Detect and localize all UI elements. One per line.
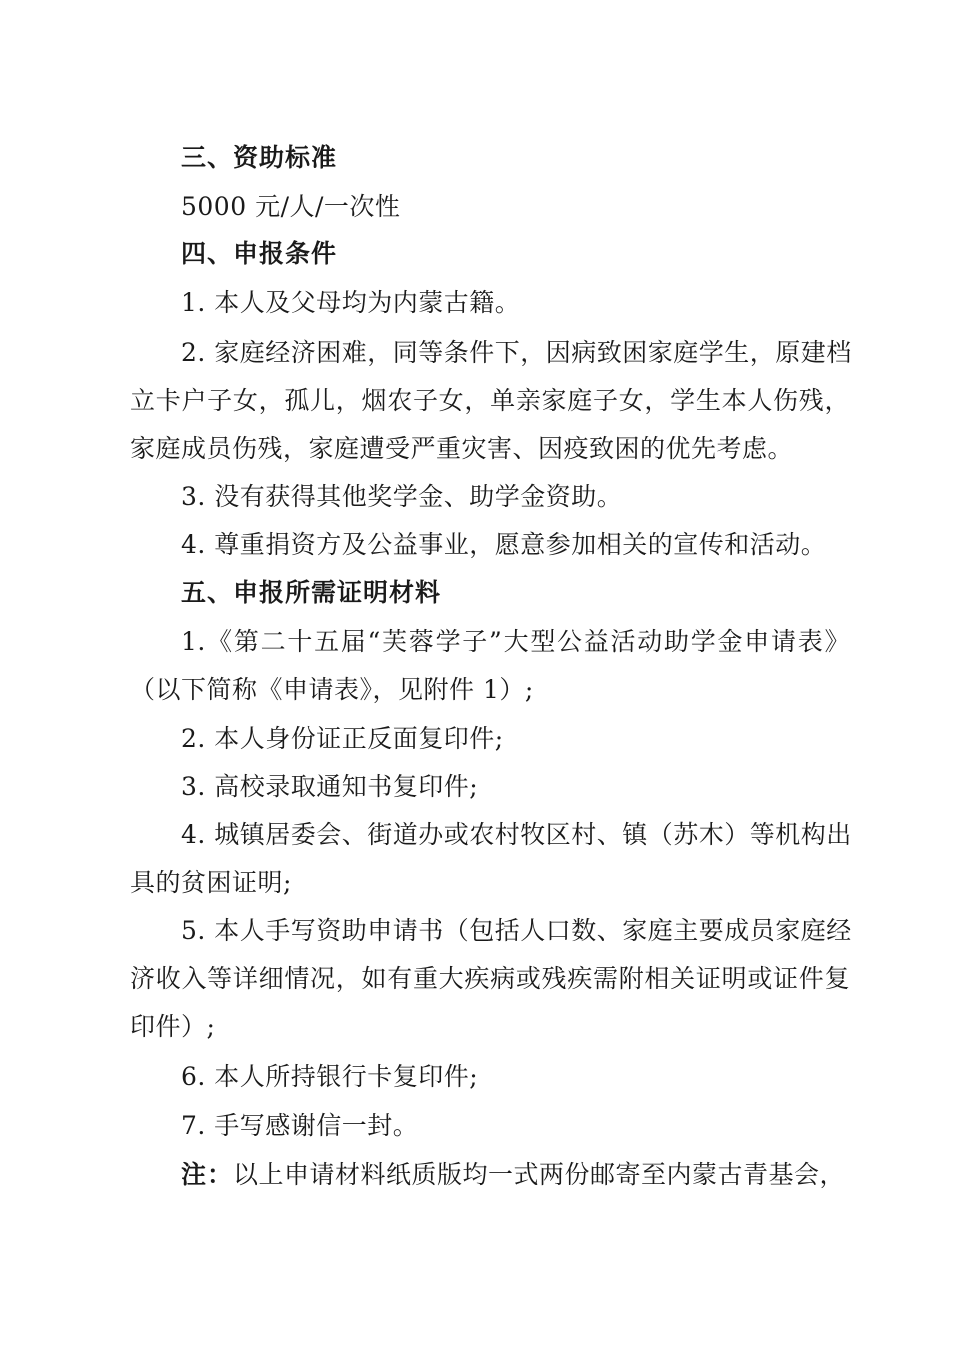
material-3: 3. 高校录取通知书复印件; — [181, 772, 479, 801]
funding-amount: 5000 元/人/一次性 — [181, 192, 401, 221]
material-1-line-2: （以下简称《申请表》，见附件 1）; — [130, 675, 534, 704]
material-1-line-1: 1.《第二十五届“芙蓉学子”大型公益活动助学金申请表》 — [181, 627, 850, 656]
material-5-line-2: 济收入等详细情况，如有重大疾病或残疾需附相关证明或证件复 — [130, 964, 850, 993]
material-2: 2. 本人身份证正反面复印件; — [181, 724, 504, 753]
material-4-line-1: 4. 城镇居委会、街道办或农村牧区村、镇（苏木）等机构出 — [181, 820, 852, 849]
section-4-heading: 四、申报条件 — [181, 239, 338, 268]
material-6: 6. 本人所持银行卡复印件; — [181, 1062, 479, 1091]
material-4-line-2: 具的贫困证明; — [130, 868, 292, 897]
section-3-heading: 三、资助标准 — [181, 143, 338, 172]
material-5-line-1: 5. 本人手写资助申请书（包括人口数、家庭主要成员家庭经 — [181, 916, 852, 945]
condition-2-line-3: 家庭成员伤残，家庭遭受严重灾害、因疫致困的优先考虑。 — [130, 434, 794, 463]
note-line — [181, 1160, 901, 1190]
condition-2-line-2: 立卡户子女，孤儿，烟农子女，单亲家庭子女，学生本人伤残， — [130, 386, 850, 415]
condition-4: 4. 尊重捐资方及公益事业，愿意参加相关的宣传和活动。 — [181, 530, 827, 559]
material-7: 7. 手写感谢信一封。 — [181, 1111, 419, 1140]
condition-1: 1. 本人及父母均为内蒙古籍。 — [181, 288, 521, 317]
material-5-line-3: 印件）; — [130, 1012, 216, 1041]
condition-3: 3. 没有获得其他奖学金、助学金资助。 — [181, 482, 623, 511]
note-label: 注： — [181, 1160, 234, 1189]
condition-2-line-1: 2. 家庭经济困难，同等条件下，因病致困家庭学生，原建档 — [181, 338, 852, 367]
note-text: 以上申请材料纸质版均一式两份邮寄至内蒙古青基会， — [233, 1160, 846, 1189]
section-5-heading: 五、申报所需证明材料 — [181, 578, 442, 607]
